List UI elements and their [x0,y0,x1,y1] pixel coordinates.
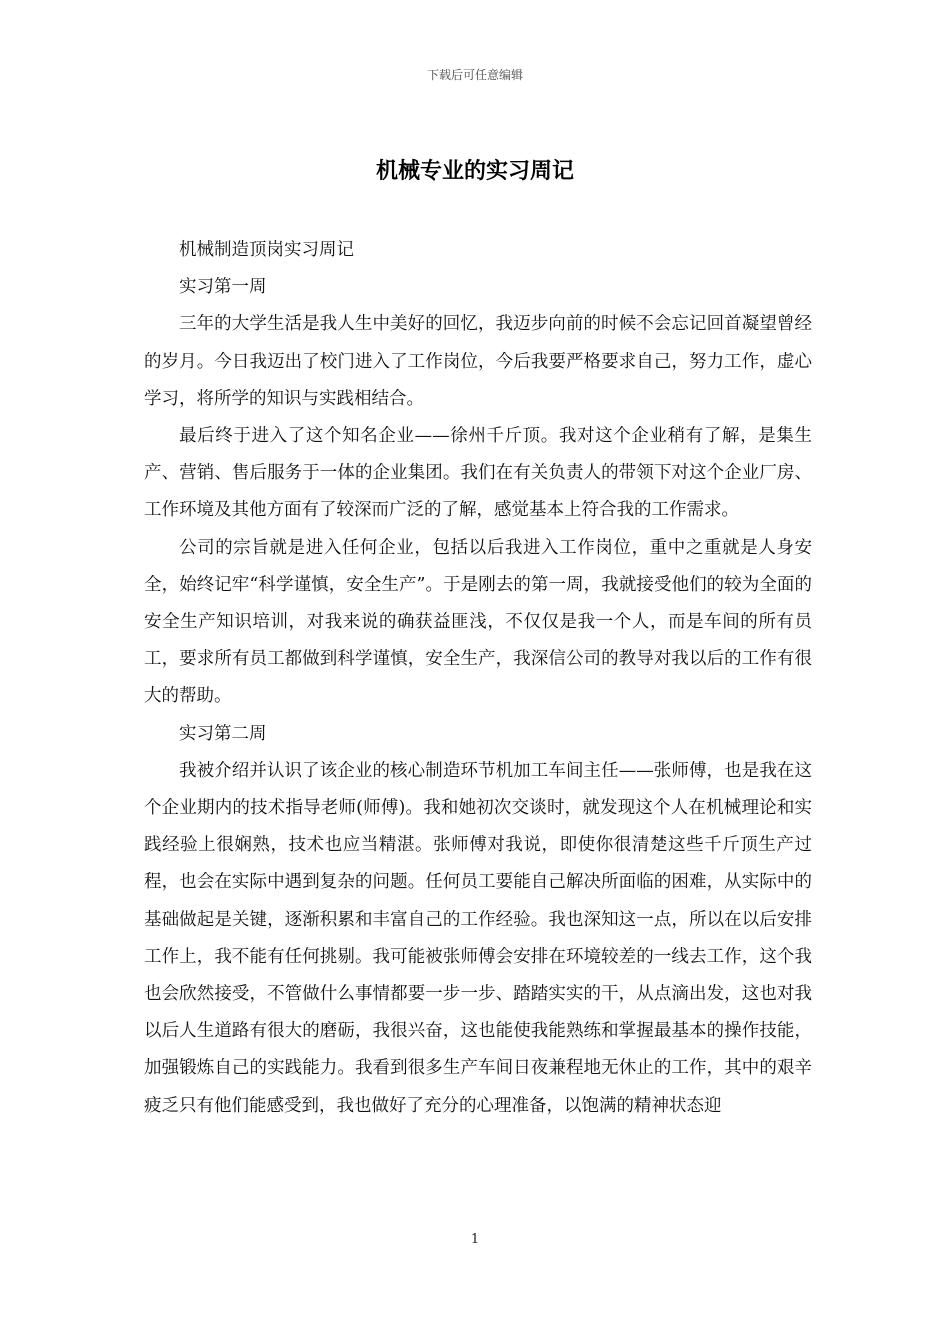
document-body [144,232,812,1125]
paragraph: 实习第二周 [179,723,267,744]
paragraph: 实习第一周 [179,277,267,298]
paragraph: 机械制造顶岗实习周记 [179,240,354,260]
page-number: 1 [470,1232,480,1247]
page-header: 下载后可任意编辑 [426,68,523,82]
paragraph: 我被介绍并认识了该企业的核心制造环节机加工车间主任——张师傅，也是我在这个企业期内的技术指导老师(师傅)。我和她初次交谈时，就发现这个人在机械理论和实践经验上很娴熟，技术也应当精湛。张师傅对我说，即使你很清楚这些千斤顶生产过程，也会在实际中遇到复杂的问题。任何员工要能自己解决所面临的困难，从实际中的基础做起是关键，逐渐积累和丰富自己的工作经验。我也深知这一点，所以在以后安排工作上，我不能有任何挑剔。我可能被张师傅会安排在环境较差的一线去工作，这个我也会欣然接受，不管做什么事情都要一步一步、踏踏实实的干，从点滴出发，这也对我以后人生道路有很大的磨砺，我很兴奋，这也能使我能熟练和掌握最基本的操作技能，加强锻炼自己的实践能力。我看到很多生产车间日夜兼程地无休止的工作，其中的艰辛疲乏只有他们能感受到，我也做好了充分的心理准备，以饱满的精神状态迎 [144,760,812,1116]
document-title: 机械专业的实习周记 [375,158,574,184]
paragraph: 三年的大学生活是我人生中美好的回忆，我迈步向前的时候不会忘记回首凝望曾经的岁月。今日我迈出了校门进入了工作岗位，今后我要严格要求自己，努力工作，虚心学习，将所学的知识与实践相结合。 [144,314,812,409]
paragraph: 公司的宗旨就是进入任何企业，包括以后我进入工作岗位，重中之重就是人身安全，始终记牢“科学谨慎，安全生产”。于是刚去的第一周，我就接受他们的较为全面的安全生产知识培训，对我来说的确获益匪浅，不仅仅是我一个人，而是车间的所有员工，要求所有员工都做到科学谨慎，安全生产，我深信公司的教导对我以后的工作有很大的帮助。 [144,537,812,707]
paragraph: 最后终于进入了这个知名企业——徐州千斤顶。我对这个企业稍有了解，是集生产、营销、售后服务于一体的企业集团。我们在有关负责人的带领下对这个企业厂房、工作环境及其他方面有了较深而广泛的了解，感觉基本上符合我的工作需求。 [144,426,812,521]
